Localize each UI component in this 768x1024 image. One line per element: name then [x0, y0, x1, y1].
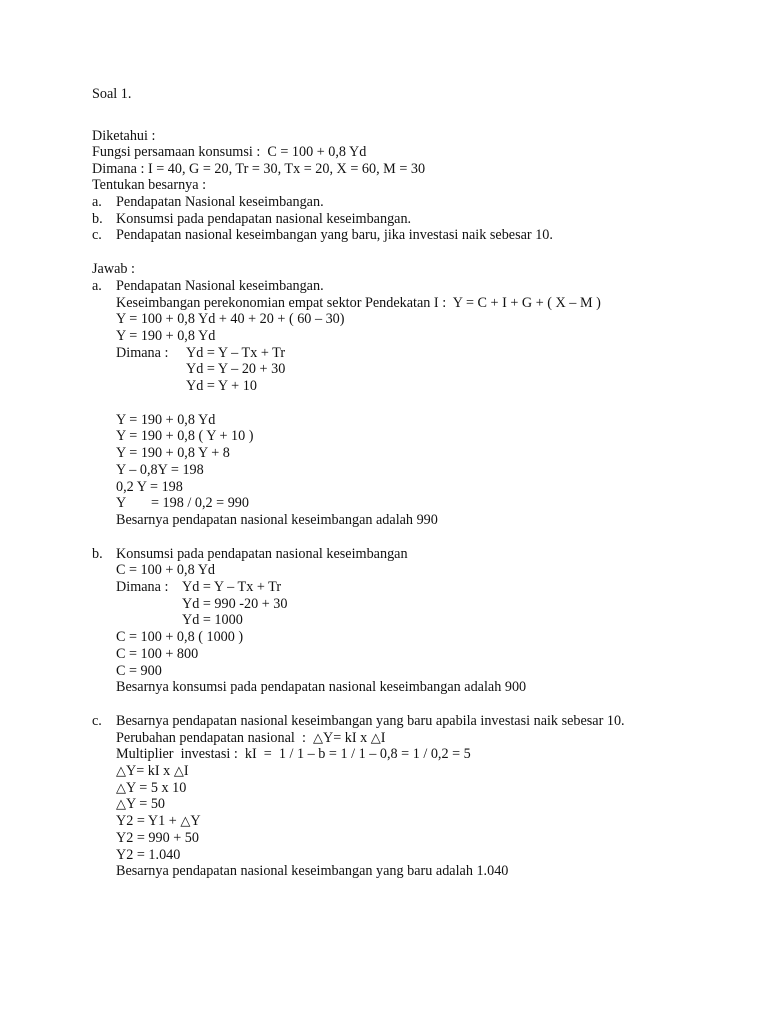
- calc1-a: Y= kI x: [126, 763, 174, 779]
- jawab-a-dimana2: Yd = Y – 20 + 30: [186, 361, 286, 377]
- jawab-c-calc1: [116, 763, 189, 779]
- jawab-b-dimana1: Yd = Y – Tx + Tr: [182, 579, 282, 595]
- jawab-a-marker: a.: [92, 278, 102, 294]
- soal-item-b-text: Konsumsi pada pendapatan nasional keseimbangan.: [116, 211, 412, 227]
- jawab-a-line2: Y = 100 + 0,8 Yd + 40 + 20 + ( 60 – 30): [116, 311, 345, 327]
- soal-item-c-marker: c.: [92, 227, 102, 243]
- jawab-a-conclusion: Besarnya pendapatan nasional keseimbangan adalah 990: [116, 512, 438, 528]
- soal-item-b-marker: b.: [92, 211, 103, 227]
- jawab-b-calc1: C = 100 + 0,8 ( 1000 ): [116, 629, 244, 645]
- jawab-a-dimana-label: Dimana :: [116, 345, 169, 361]
- jawab-b-heading: Konsumsi pada pendapatan nasional keseimbangan: [116, 546, 408, 562]
- soal-item-a-marker: a.: [92, 194, 102, 210]
- jawab-b-dimana3: Yd = 1000: [182, 612, 243, 628]
- soal-title: Soal 1.: [92, 86, 132, 102]
- calc2-text: Y = 5 x 10: [126, 780, 187, 796]
- delta-triangle-icon: △: [116, 797, 126, 812]
- jawab-a-line3: Y = 190 + 0,8 Yd: [116, 328, 216, 344]
- perubahan-i: I: [380, 730, 386, 746]
- jawab-a-calc2: Y = 190 + 0,8 ( Y + 10 ): [116, 428, 254, 444]
- jawab-b-line1: C = 100 + 0,8 Yd: [116, 562, 216, 578]
- jawab-c-calc2: [116, 780, 186, 796]
- jawab-a-dimana1: Yd = Y – Tx + Tr: [186, 345, 286, 361]
- jawab-b-calc3: C = 900: [116, 663, 162, 679]
- jawab-c-calc3: [116, 796, 165, 812]
- tentukan-label: Tentukan besarnya :: [92, 177, 207, 193]
- soal-item-c-text: Pendapatan nasional keseimbangan yang baru, jika investasi naik sebesar 10.: [116, 227, 553, 243]
- jawab-a-calc1: Y = 190 + 0,8 Yd: [116, 412, 216, 428]
- calc4-b: Y: [190, 813, 201, 829]
- jawab-c-multiplier: Multiplier investasi : kI = 1 / 1 – b = 1 / 1 – 0,8 = 1 / 0,2 = 5: [116, 746, 471, 762]
- calc1-b: I: [183, 763, 189, 779]
- calc3-text: Y = 50: [126, 796, 166, 812]
- jawab-a-calc5: 0,2 Y = 198: [116, 479, 183, 495]
- delta-triangle-icon: △: [116, 764, 126, 779]
- jawab-c-marker: c.: [92, 713, 102, 729]
- calc4-a: Y2 = Y1 +: [116, 813, 181, 829]
- diketahui-label: Diketahui :: [92, 128, 156, 144]
- soal-item-a-text: Pendapatan Nasional keseimbangan.: [116, 194, 324, 210]
- jawab-c-calc4: [116, 813, 201, 829]
- perubahan-label: Perubahan pendapatan nasional :: [116, 730, 313, 746]
- jawab-b-dimana-label: Dimana :: [116, 579, 169, 595]
- delta-triangle-icon: △: [173, 764, 184, 779]
- jawab-a-calc6-rest: = 198 / 0,2 = 990: [151, 495, 249, 511]
- jawab-a-calc3: Y = 190 + 0,8 Y + 8: [116, 445, 230, 461]
- jawab-a-heading: Pendapatan Nasional keseimbangan.: [116, 278, 324, 294]
- jawab-b-marker: b.: [92, 546, 103, 562]
- jawab-c-perubahan: [116, 730, 386, 746]
- dimana-values: Dimana : I = 40, G = 20, Tr = 30, Tx = 20, X = 60, M = 30: [92, 161, 426, 177]
- jawab-a-dimana3: Yd = Y + 10: [186, 378, 257, 394]
- jawab-a-calc6-y: Y: [116, 495, 127, 511]
- perubahan-y: Y= kI x: [322, 730, 371, 746]
- jawab-b-conclusion: Besarnya konsumsi pada pendapatan nasional keseimbangan adalah 900: [116, 679, 527, 695]
- jawab-label: Jawab :: [92, 261, 135, 277]
- jawab-c-calc5: Y2 = 990 + 50: [116, 830, 199, 846]
- delta-triangle-icon: △: [180, 814, 191, 829]
- delta-triangle-icon: △: [370, 731, 381, 746]
- fungsi-konsumsi: Fungsi persamaan konsumsi : C = 100 + 0,8 Yd: [92, 144, 367, 160]
- jawab-c-conclusion: Besarnya pendapatan nasional keseimbangan yang baru adalah 1.040: [116, 863, 509, 879]
- jawab-b-calc2: C = 100 + 800: [116, 646, 199, 662]
- delta-triangle-icon: △: [116, 781, 126, 796]
- jawab-a-line1: Keseimbangan perekonomian empat sektor Pendekatan I : Y = C + I + G + ( X – M ): [116, 295, 601, 311]
- jawab-a-calc4: Y – 0,8Y = 198: [116, 462, 204, 478]
- delta-triangle-icon: △: [312, 731, 323, 746]
- jawab-c-heading: Besarnya pendapatan nasional keseimbangan yang baru apabila investasi naik sebesar 10.: [116, 713, 625, 729]
- jawab-b-dimana2: Yd = 990 -20 + 30: [182, 596, 288, 612]
- jawab-c-calc6: Y2 = 1.040: [116, 847, 181, 863]
